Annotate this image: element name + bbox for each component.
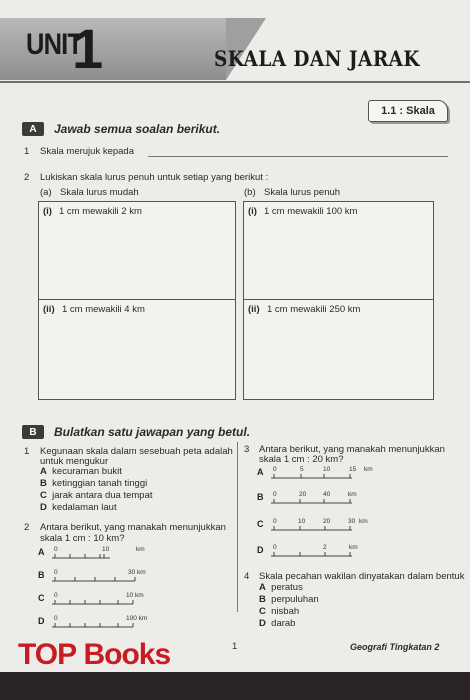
question-text: Antara berikut, yang manakah menunjukkan bbox=[40, 522, 226, 533]
part-label: (b) bbox=[244, 187, 256, 198]
scale-label: 2 bbox=[323, 544, 327, 551]
question-text: Skala pecahan wakilan dinyatakan dalam bentuk bbox=[259, 571, 465, 582]
scale-label: 30 km bbox=[128, 569, 146, 576]
option-letter: A bbox=[257, 467, 264, 477]
option-letter: B bbox=[259, 594, 266, 605]
scale-label: 20 bbox=[299, 491, 307, 498]
option-letter: D bbox=[259, 618, 266, 629]
scale-label: km bbox=[359, 518, 368, 525]
unit-number: 1 bbox=[72, 17, 104, 80]
option-letter: A bbox=[40, 466, 47, 477]
chapter-title: SKALA DAN JARAK bbox=[214, 46, 420, 71]
section-a-title: Jawab semua soalan berikut. bbox=[54, 122, 221, 136]
question-number: 3 bbox=[244, 444, 250, 455]
question-text: untuk mengukur bbox=[40, 456, 109, 467]
option-text: kecuraman bukit bbox=[52, 466, 122, 477]
box-label: (ii) bbox=[248, 304, 260, 315]
option-text: darab bbox=[271, 618, 296, 629]
scale-label: 10 bbox=[102, 546, 110, 553]
option-letter: A bbox=[38, 547, 45, 557]
scale-label: 15 bbox=[349, 466, 357, 473]
question-text: Skala merujuk kepada bbox=[40, 146, 134, 157]
option-text: kedalaman laut bbox=[52, 502, 117, 513]
part-label: (a) bbox=[40, 187, 52, 198]
option-text: ketinggian tanah tinggi bbox=[52, 478, 148, 489]
box-label: (ii) bbox=[43, 304, 55, 315]
option-letter: C bbox=[40, 490, 47, 501]
box-text: 1 cm mewakili 100 km bbox=[264, 206, 358, 217]
question-number: 1 bbox=[24, 446, 30, 457]
option-letter: A bbox=[259, 582, 266, 593]
logo-top: TOP bbox=[18, 638, 77, 671]
part-title: Skala lurus mudah bbox=[60, 187, 139, 198]
part-title: Skala lurus penuh bbox=[264, 187, 341, 198]
question-text: skala 1 cm : 20 km? bbox=[259, 454, 344, 465]
unit-label: UNIT bbox=[26, 28, 83, 61]
subtopic-tag: 1.1 : Skala bbox=[368, 100, 448, 122]
footer-bar bbox=[0, 672, 470, 700]
scale-label: 0 bbox=[54, 569, 58, 576]
scale-label: 0 bbox=[54, 592, 58, 599]
scale-label: 40 bbox=[323, 491, 331, 498]
scale-label: 0 bbox=[273, 491, 277, 498]
scale-label: 100 km bbox=[126, 615, 148, 622]
logo-books: Books bbox=[83, 638, 171, 671]
section-b-badge: B bbox=[22, 425, 44, 439]
book-title: Geografi Tingkatan 2 bbox=[350, 642, 440, 652]
question-text: Antara berikut, yang manakah menunjukkan bbox=[259, 444, 445, 455]
scale-label: km bbox=[348, 491, 357, 498]
option-text: peratus bbox=[271, 582, 303, 593]
option-text: jarak antara dua tempat bbox=[52, 490, 153, 501]
scale-label: 10 bbox=[323, 466, 331, 473]
scale-label: km bbox=[136, 546, 145, 553]
option-letter: D bbox=[257, 545, 264, 555]
question-number: 1 bbox=[24, 146, 30, 157]
scale-label: 10 km bbox=[126, 592, 144, 599]
option-text: nisbah bbox=[271, 606, 300, 617]
scale-label: 0 bbox=[54, 615, 58, 622]
question-number: 2 bbox=[24, 172, 30, 183]
scale-label: km bbox=[349, 544, 358, 551]
scale-label: 0 bbox=[273, 518, 277, 525]
page-number: 1 bbox=[232, 641, 238, 652]
question-text: skala 1 cm : 10 km? bbox=[40, 533, 125, 544]
option-letter: B bbox=[40, 478, 47, 489]
section-a-badge: A bbox=[22, 122, 44, 136]
option-letter: C bbox=[259, 606, 266, 617]
question-text: Kegunaan skala dalam sesebuah peta adalah bbox=[40, 446, 233, 457]
scale-label: 30 bbox=[348, 518, 356, 525]
option-letter: B bbox=[257, 492, 264, 502]
option-letter: C bbox=[38, 593, 45, 603]
brand-logo bbox=[18, 638, 170, 672]
option-text: perpuluhan bbox=[271, 594, 319, 605]
scale-label: 5 bbox=[300, 466, 304, 473]
scale-label: 0 bbox=[54, 546, 58, 553]
section-b-title: Bulatkan satu jawapan yang betul. bbox=[54, 425, 251, 439]
question-number: 2 bbox=[24, 522, 30, 533]
scale-label: 20 bbox=[323, 518, 331, 525]
option-letter: D bbox=[40, 502, 47, 513]
scale-label: km bbox=[364, 466, 373, 473]
option-letter: C bbox=[257, 519, 264, 529]
scale-label: 0 bbox=[273, 544, 277, 551]
box-text: 1 cm mewakili 4 km bbox=[62, 304, 145, 315]
box-label: (i) bbox=[248, 206, 257, 217]
question-text: Lukiskan skala lurus penuh untuk setiap yang berikut : bbox=[40, 172, 269, 183]
box-label: (i) bbox=[43, 206, 52, 217]
scale-label: 10 bbox=[298, 518, 306, 525]
question-number: 4 bbox=[244, 571, 250, 582]
box-text: 1 cm mewakili 2 km bbox=[59, 206, 142, 217]
box-text: 1 cm mewakili 250 km bbox=[267, 304, 361, 315]
scale-label: 0 bbox=[273, 466, 277, 473]
option-letter: B bbox=[38, 570, 45, 580]
option-letter: D bbox=[38, 616, 45, 626]
